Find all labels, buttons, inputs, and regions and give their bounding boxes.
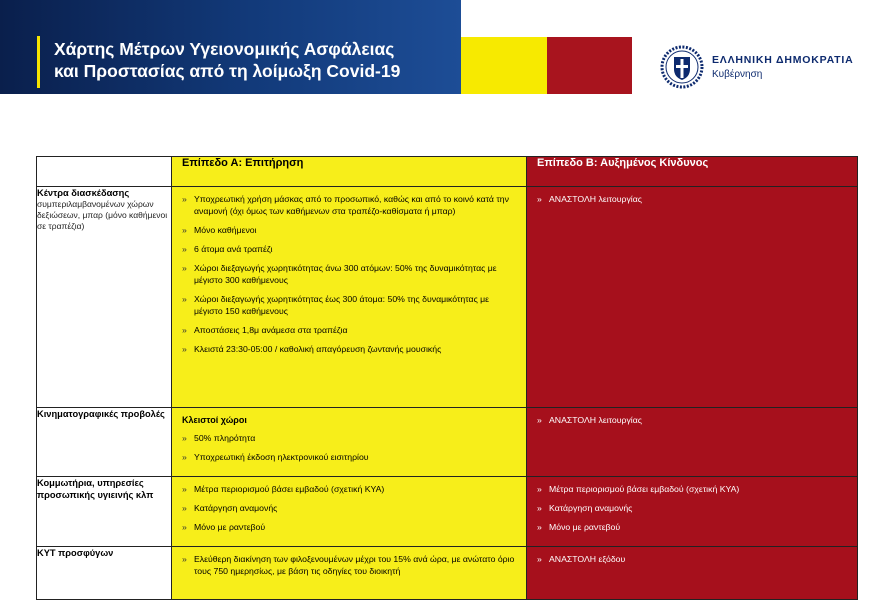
table-header-row <box>37 157 858 187</box>
row-title: Κέντρα διασκέδασης <box>37 188 130 198</box>
level-a-cell <box>172 477 527 547</box>
list-item: » ΑΝΑΣΤΟΛΗ λειτουργίας <box>537 414 849 426</box>
row-title: ΚΥΤ προσφύγων <box>37 548 114 558</box>
list-item: » Αποστάσεις 1,8μ ανάμεσα στα τραπέζια <box>182 324 518 336</box>
row-label <box>37 408 172 477</box>
level-a-cell <box>172 408 527 477</box>
level-b-cell <box>527 187 858 408</box>
table-row <box>37 187 858 408</box>
level-b-cell <box>527 547 858 600</box>
greek-emblem-icon <box>660 45 704 89</box>
row-label <box>37 477 172 547</box>
row-title: Κινηματογραφικές προβολές <box>37 409 165 419</box>
table-row <box>37 408 858 477</box>
header-level-a: Επίπεδο Α: Επιτήρηση <box>172 157 527 187</box>
red-stripe <box>547 37 632 94</box>
table-row <box>37 477 858 547</box>
list-item: » ΑΝΑΣΤΟΛΗ εξόδου <box>537 553 849 565</box>
government-logo <box>656 45 886 95</box>
list-item: » Ελεύθερη διακίνηση των φιλοξενουμένων μέχρι του 15% ανά ώρα, με ανώτατο όριο τους 750 ημερησίως, με βάση τις οδηγίες του διοικητή <box>182 553 518 577</box>
list-item: » Κλειστά 23:30-05:00 / καθολική απαγόρευση ζωντανής μουσικής <box>182 343 518 355</box>
subheading: Κλειστοί χώροι <box>182 415 247 425</box>
list-item: » Χώροι διεξαγωγής χωρητικότητας άνω 300 ατόμων: 50% της δυναμικότητας με μέγιστο 300 καθήμενους <box>182 262 518 286</box>
logo-subtitle: Κυβέρνηση <box>712 69 763 80</box>
list-item: » Υποχρεωτική έκδοση ηλεκτρονικού εισιτηρίου <box>182 451 518 463</box>
level-b-cell <box>527 477 858 547</box>
level-b-cell <box>527 408 858 477</box>
yellow-stripe <box>461 37 547 94</box>
list-item: » Μέτρα περιορισμού βάσει εμβαδού (σχετική ΚΥΑ) <box>182 483 518 495</box>
row-label <box>37 187 172 408</box>
title-line-1: Χάρτης Μέτρων Υγειονομικής Ασφάλειας <box>54 39 395 59</box>
row-label <box>37 547 172 600</box>
list-item: » Χώροι διεξαγωγής χωρητικότητας έως 300 άτομα: 50% της δυναμικότητας με μέγιστο 150 καθήμενους <box>182 293 518 317</box>
row-title: Κομμωτήρια, υπηρεσίες προσωπικής υγιεινής κλπ <box>37 478 154 500</box>
list-item: » Μέτρα περιορισμού βάσει εμβαδού (σχετική ΚΥΑ) <box>537 483 849 495</box>
logo-title: ΕΛΛΗΝΙΚΗ ΔΗΜΟΚΡΑΤΙΑ <box>712 54 854 66</box>
list-item: » Μόνο με ραντεβού <box>182 521 518 533</box>
header-banner <box>0 0 461 94</box>
measures-table <box>36 156 858 600</box>
row-description: συμπεριλαμβανομένων χώρων δεξιώσεων, μπαρ (μόνο καθήμενοι σε τραπέζια) <box>37 199 168 231</box>
list-item: » Κατάργηση αναμονής <box>537 502 849 514</box>
list-item: » 6 άτομα ανά τραπέζι <box>182 243 518 255</box>
table-row <box>37 547 858 600</box>
header-empty-cell <box>37 157 172 187</box>
page-title <box>54 38 454 82</box>
level-a-cell <box>172 187 527 408</box>
title-line-2: και Προστασίας από τη λοίμωξη Covid-19 <box>54 61 401 81</box>
list-item: » Μόνο με ραντεβού <box>537 521 849 533</box>
list-item: » ΑΝΑΣΤΟΛΗ λειτουργίας <box>537 193 849 205</box>
list-item: » 50% πληρότητα <box>182 432 518 444</box>
level-a-cell <box>172 547 527 600</box>
list-item: » Κατάργηση αναμονής <box>182 502 518 514</box>
list-item: » Μόνο καθήμενοι <box>182 224 518 236</box>
list-item: » Υποχρεωτική χρήση μάσκας από το προσωπικό, καθώς και από το κοινό κατά την αναμονή (όχι όμως των καθήμενων στα τραπέζο-καθίσματα ή μπαρ) <box>182 193 518 217</box>
accent-bar <box>37 36 40 88</box>
header-level-b: Επίπεδο Β: Αυξημένος Κίνδυνος <box>527 157 858 187</box>
